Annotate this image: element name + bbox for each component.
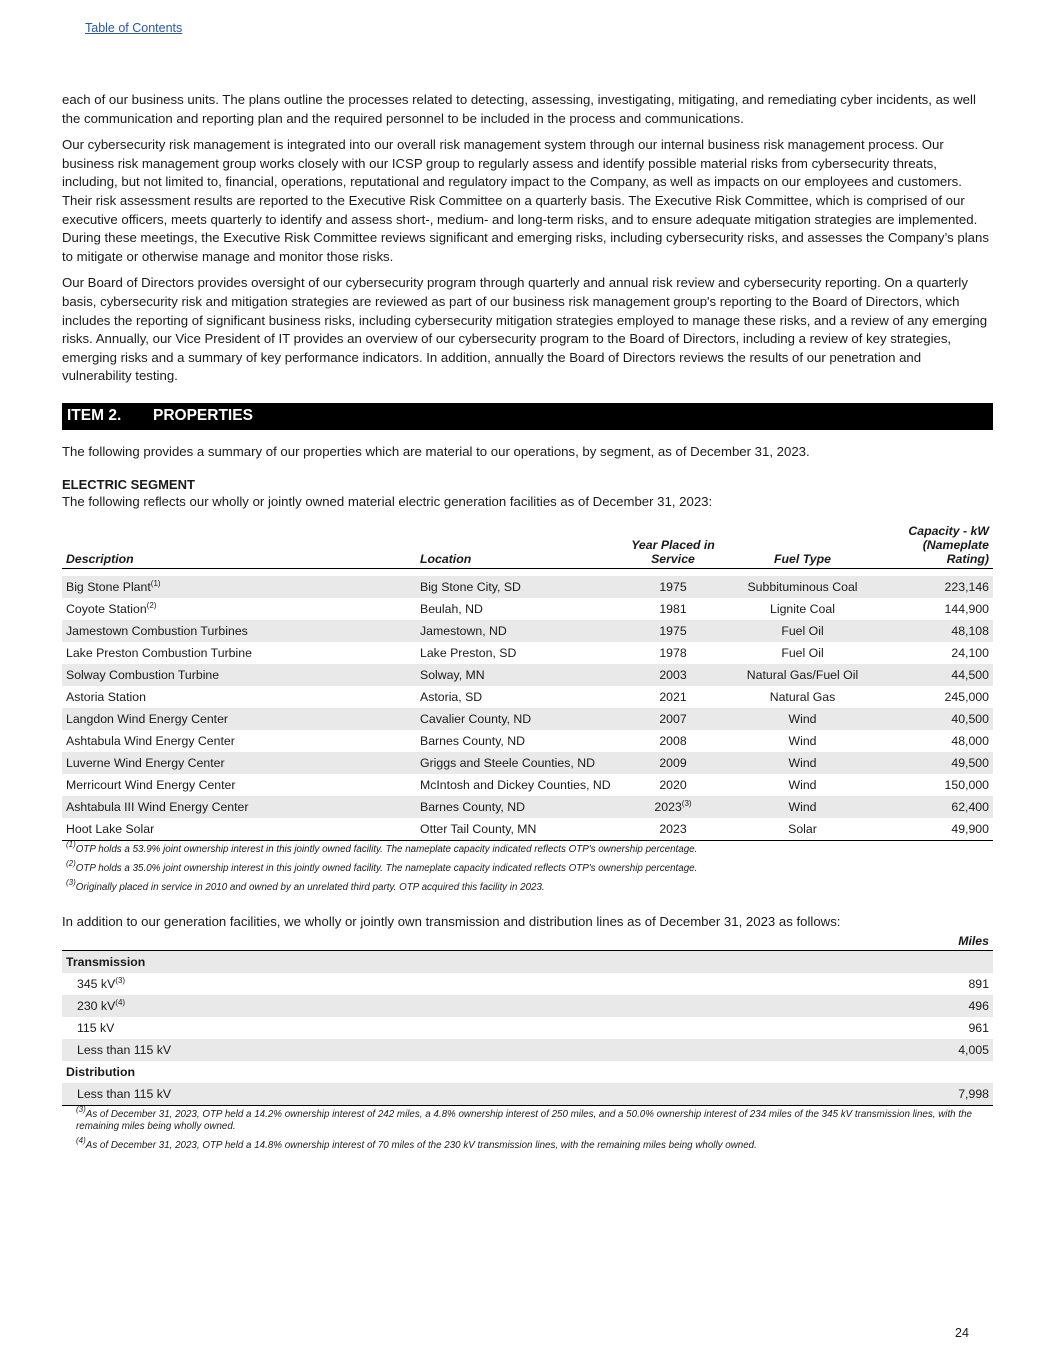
facility-fuel-type	[722, 730, 883, 752]
facility-year-text: 1978	[659, 645, 687, 660]
facility-fuel-type	[722, 664, 883, 686]
facility-location-text: Big Stone City, SD	[420, 579, 521, 594]
facility-year	[624, 818, 722, 841]
paragraph: Our cybersecurity risk management is integrated into our overall risk management system through our internal business risk management process. Our business risk management group works closely with our ICSP group to regularly assess and identify possible material risks from cybersecurity threats, including, but not limited to, financial, operations, reputational and regulatory impact to the Company, as well as impacts on our employees and customers. Their risk assessment results are reported to the Executive Risk Committee on a quarterly basis. The Executive Risk Committee, which is comprised of our executive officers, meets quarterly to identify and assess short-, medium- and long-term risks, and to ensure adequate mitigation strategies are implemented. During these meetings, the Executive Risk Committee reviews significant and emerging risks, including cybersecurity risks, and assesses the Company’s plans to mitigate or otherwise manage and monitor those risks.	[62, 137, 989, 264]
facility-fuel-type	[722, 796, 883, 818]
facility-location-text: Cavalier County, ND	[420, 711, 532, 726]
facility-description-text: Solway Combustion Turbine	[66, 667, 220, 682]
item-title: PROPERTIES	[153, 407, 253, 425]
facility-fuel-type-text: Fuel Oil	[781, 623, 824, 638]
facility-description	[62, 664, 416, 686]
facility-capacity-text: 40,500	[951, 711, 989, 726]
line-voltage	[62, 973, 755, 995]
facility-fuel-type	[722, 752, 883, 774]
facility-fuel-type-text: Wind	[788, 755, 817, 770]
electric-segment-intro: The following reflects our wholly or jointly owned material electric generation facilities as of December 31, 2023:	[62, 493, 713, 509]
page-number: 24	[955, 1326, 969, 1340]
facility-year-text: 1975	[659, 579, 687, 594]
facility-location	[416, 686, 624, 708]
facility-fuel-type-text: Wind	[788, 711, 817, 726]
footnote	[62, 1104, 993, 1133]
facility-location-text: Beulah, ND	[420, 601, 483, 616]
footnote	[62, 858, 993, 875]
facility-location-text: Barnes County, ND	[420, 733, 526, 748]
footnote-text: OTP holds a 53.9% joint ownership interest in this jointly owned facility. The nameplate capacity indicated reflects OTP's ownership percentage.	[75, 843, 698, 855]
table-row	[62, 642, 993, 664]
facility-description	[62, 796, 416, 818]
facility-fuel-type	[722, 598, 883, 620]
facility-fuel-type-text: Fuel Oil	[781, 645, 824, 660]
facility-fuel-type-text: Lignite Coal	[770, 601, 835, 616]
lines-table-body	[62, 950, 993, 1105]
facility-capacity-text: 48,108	[951, 623, 989, 638]
line-voltage-text: 230 kV	[77, 998, 116, 1013]
facility-location-text: Solway, MN	[420, 667, 485, 682]
facility-year-text: 2007	[659, 711, 687, 726]
facility-capacity	[883, 576, 993, 598]
facility-capacity	[883, 686, 993, 708]
facility-capacity	[883, 708, 993, 730]
table-row	[62, 1017, 993, 1039]
table-row	[62, 730, 993, 752]
header-fuel-type: Fuel Type	[722, 524, 883, 569]
facility-capacity-text: 48,000	[951, 733, 989, 748]
table-header-row	[62, 932, 993, 951]
section-blank	[755, 1061, 993, 1083]
lines-intro: In addition to our generation facilities, we wholly or jointly own transmission and distribution lines as of December 31, 2023 as follows:	[62, 913, 841, 929]
facility-location	[416, 796, 624, 818]
facility-capacity	[883, 620, 993, 642]
table-row	[62, 973, 993, 995]
facility-location	[416, 642, 624, 664]
table-row	[62, 796, 993, 818]
facility-fuel-type-text: Wind	[788, 799, 817, 814]
section-label: Transmission	[62, 950, 755, 973]
facility-year-text: 2003	[659, 667, 687, 682]
table-row	[62, 576, 993, 598]
facility-location	[416, 818, 624, 841]
line-voltage-text: Less than 115 kV	[77, 1042, 172, 1057]
table-row	[62, 686, 993, 708]
facility-location	[416, 730, 624, 752]
facility-capacity-text: 245,000	[944, 689, 989, 704]
header-blank	[62, 932, 755, 951]
facility-description	[62, 708, 416, 730]
facility-capacity-text: 44,500	[951, 667, 989, 682]
facility-year-text: 2008	[659, 733, 687, 748]
line-voltage-text: Less than 115 kV	[77, 1086, 172, 1101]
line-miles: 7,998	[755, 1083, 993, 1106]
table-row	[62, 995, 993, 1017]
generation-table-body	[62, 568, 993, 840]
table-row	[62, 708, 993, 730]
facility-capacity	[883, 796, 993, 818]
footnote	[62, 1135, 993, 1152]
facility-description-text: Lake Preston Combustion Turbine	[66, 645, 252, 660]
table-row	[62, 664, 993, 686]
header-capacity-line2: (Nameplate Rating)	[922, 537, 989, 566]
facility-description-text: Luverne Wind Energy Center	[66, 755, 225, 770]
line-voltage-text: 115 kV	[77, 1020, 115, 1035]
footnote	[62, 877, 993, 894]
line-miles: 961	[968, 1020, 989, 1035]
facility-description-text: Coyote Station	[66, 601, 147, 616]
facility-year-text: 2023	[659, 821, 687, 836]
facility-capacity	[883, 774, 993, 796]
facility-fuel-type	[722, 642, 883, 664]
facility-location	[416, 708, 624, 730]
item-number: ITEM 2.	[67, 407, 122, 425]
line-voltage-text: 345 kV	[77, 976, 116, 991]
facility-location	[416, 576, 624, 598]
facility-capacity-text: 223,146	[944, 579, 989, 594]
section-row	[62, 1061, 993, 1083]
footnote-mark: (3)	[76, 1104, 86, 1114]
generation-footnotes	[62, 839, 993, 894]
facility-description	[62, 686, 416, 708]
facility-capacity	[883, 730, 993, 752]
facility-year	[624, 730, 722, 752]
header-description: Description	[62, 524, 416, 569]
facility-capacity-text: 150,000	[944, 777, 989, 792]
paragraph: Our Board of Directors provides oversight of our cybersecurity program through quarterly and annual risk review and cybersecurity reporting. On a quarterly basis, cybersecurity risk and mitigation strategies are reviewed as part of our business risk management group's reporting to the Board of Directors, which includes the reporting of significant business risks, including cybersecurity mitigation strategies employed to manage these risks, and a review of any emerging risks. Annually, our Vice President of IT provides an overview of our cybersecurity program to the Board of Directors, including a review of key strategies, emerging risks and a summary of key performance indicators. In addition, annually the Board of Directors reviews the results of our penetration and vulnerability testing.	[62, 275, 988, 384]
table-row	[62, 774, 993, 796]
line-miles: 4,005	[755, 1039, 993, 1061]
facility-description-text: Hoot Lake Solar	[66, 821, 155, 836]
facility-year-text: 1975	[659, 623, 687, 638]
table-row	[62, 752, 993, 774]
facility-year	[624, 576, 722, 598]
facility-year	[624, 708, 722, 730]
facility-location-text: McIntosh and Dickey Counties, ND	[420, 777, 611, 792]
facility-description-text: Ashtabula Wind Energy Center	[66, 733, 235, 748]
facility-capacity	[883, 598, 993, 620]
facility-description	[62, 642, 416, 664]
footnote-marker: (1)	[150, 578, 161, 588]
section-blank	[755, 950, 993, 973]
footnote-marker: (2)	[146, 600, 157, 610]
section-label: Distribution	[66, 1064, 135, 1079]
facility-location-text: Griggs and Steele Counties, ND	[420, 755, 595, 770]
facility-location	[416, 774, 624, 796]
table-row	[62, 1083, 993, 1106]
header-miles: Miles	[755, 932, 993, 951]
paragraph: each of our business units. The plans outline the processes related to detecting, assessing, investigating, mitigating, and remediating cyber incidents, as well the communication and reporting plan and the required personnel to be included in the process and communications.	[62, 92, 976, 126]
footnote-text: As of December 31, 2023, OTP held a 14.2% ownership interest of 242 miles, a 4.8% ownership interest of 250 miles, and a 50.0% ownership interest of 234 miles of the 345 kV transmission lines, with the remaining miles being wholly owned.	[76, 1108, 972, 1132]
facility-description-text: Big Stone Plant	[66, 579, 151, 594]
facility-fuel-type-text: Wind	[788, 733, 817, 748]
facility-description-text: Ashtabula III Wind Energy Center	[66, 799, 249, 814]
footnote	[62, 839, 993, 856]
facility-description	[62, 818, 416, 841]
line-miles: 496	[755, 995, 993, 1017]
facility-year	[624, 620, 722, 642]
facility-year-text: 2009	[659, 755, 687, 770]
table-header-row	[62, 524, 993, 569]
facility-year	[624, 686, 722, 708]
facility-capacity-text: 144,900	[944, 601, 989, 616]
header-capacity-line1: Capacity - kW	[908, 523, 989, 538]
table-of-contents-link[interactable]: Table of Contents	[85, 21, 183, 35]
table-row	[62, 818, 993, 841]
header-location: Location	[416, 524, 624, 569]
facility-fuel-type	[722, 708, 883, 730]
footnote-text: As of December 31, 2023, OTP held a 14.8% ownership interest of 70 miles of the 230 kV transmission lines, with the remaining miles being wholly owned.	[85, 1139, 757, 1151]
table-row	[62, 620, 993, 642]
facility-location	[416, 664, 624, 686]
facility-location-text: Barnes County, ND	[420, 799, 526, 814]
facility-capacity-text: 49,900	[951, 821, 989, 836]
line-voltage	[62, 1017, 755, 1039]
footnote-text: OTP holds a 35.0% joint ownership interest in this jointly owned facility. The nameplate capacity indicated reflects OTP's ownership percentage.	[75, 862, 698, 874]
facility-description-text: Merricourt Wind Energy Center	[66, 777, 236, 792]
facility-description	[62, 774, 416, 796]
footnote-marker: (3)	[681, 798, 692, 808]
facility-fuel-type	[722, 620, 883, 642]
facility-description	[62, 576, 416, 598]
generation-facilities-table	[62, 524, 993, 841]
item-heading-bar	[62, 403, 993, 430]
facility-year	[624, 598, 722, 620]
facility-fuel-type	[722, 576, 883, 598]
header-capacity	[883, 524, 993, 569]
facility-description	[62, 598, 416, 620]
facility-location-text: Lake Preston, SD	[420, 645, 517, 660]
facility-description-text: Langdon Wind Energy Center	[66, 711, 229, 726]
line-voltage	[62, 1083, 755, 1106]
page-content	[62, 91, 993, 1152]
facility-capacity-text: 49,500	[951, 755, 989, 770]
properties-intro: The following provides a summary of our properties which are material to our operations, by segment, as of December 31, 2023.	[62, 443, 810, 459]
footnote-mark: (1)	[66, 839, 76, 849]
footnote-mark: (2)	[66, 858, 76, 868]
facility-description-text: Jamestown Combustion Turbines	[66, 623, 248, 638]
footnote-text: Originally placed in service in 2010 and owned by an unrelated third party. OTP acquired this facility in 2023.	[75, 881, 545, 893]
footnote-marker: (4)	[115, 997, 126, 1007]
facility-location	[416, 620, 624, 642]
facility-location-text: Jamestown, ND	[420, 623, 507, 638]
header-year: Year Placed in Service	[624, 524, 722, 569]
facility-fuel-type-text: Solar	[788, 821, 817, 836]
transmission-distribution-table	[62, 932, 993, 1106]
electric-segment-title: ELECTRIC SEGMENT	[62, 476, 195, 492]
facility-location-text: Otter Tail County, MN	[420, 821, 537, 836]
facility-capacity	[883, 664, 993, 686]
spacer-cell	[62, 568, 993, 576]
facility-year	[624, 774, 722, 796]
facility-year-text: 2021	[659, 689, 687, 704]
table-row	[62, 1039, 993, 1061]
facility-capacity	[883, 642, 993, 664]
line-voltage	[62, 1039, 755, 1061]
line-voltage	[62, 995, 755, 1017]
lines-footnotes	[62, 1104, 993, 1152]
facility-description	[62, 620, 416, 642]
facility-fuel-type	[722, 774, 883, 796]
facility-fuel-type-text: Wind	[788, 777, 817, 792]
facility-year	[624, 796, 722, 818]
line-miles: 891	[968, 976, 989, 991]
facility-fuel-type	[722, 686, 883, 708]
facility-fuel-type-text: Subbituminous Coal	[747, 579, 858, 594]
facility-description-text: Astoria Station	[66, 689, 146, 704]
facility-capacity-text: 24,100	[951, 645, 989, 660]
facility-year-text: 2023	[654, 799, 682, 814]
facility-location	[416, 598, 624, 620]
facility-fuel-type	[722, 818, 883, 841]
footnote-marker: (3)	[115, 975, 126, 985]
facility-year-text: 2020	[659, 777, 687, 792]
facility-capacity	[883, 752, 993, 774]
section-row	[62, 950, 993, 973]
facility-capacity-text: 62,400	[951, 799, 989, 814]
table-row	[62, 598, 993, 620]
footnote-mark: (3)	[66, 877, 76, 887]
facility-location	[416, 752, 624, 774]
facility-year	[624, 752, 722, 774]
facility-fuel-type-text: Natural Gas/Fuel Oil	[746, 667, 859, 682]
facility-capacity	[883, 818, 993, 841]
spacer-row	[62, 568, 993, 576]
footnote-mark: (4)	[76, 1135, 86, 1145]
facility-fuel-type-text: Natural Gas	[769, 689, 836, 704]
facility-description	[62, 730, 416, 752]
facility-location-text: Astoria, SD	[420, 689, 483, 704]
facility-year	[624, 664, 722, 686]
facility-description	[62, 752, 416, 774]
facility-year-text: 1981	[659, 601, 687, 616]
facility-year	[624, 642, 722, 664]
